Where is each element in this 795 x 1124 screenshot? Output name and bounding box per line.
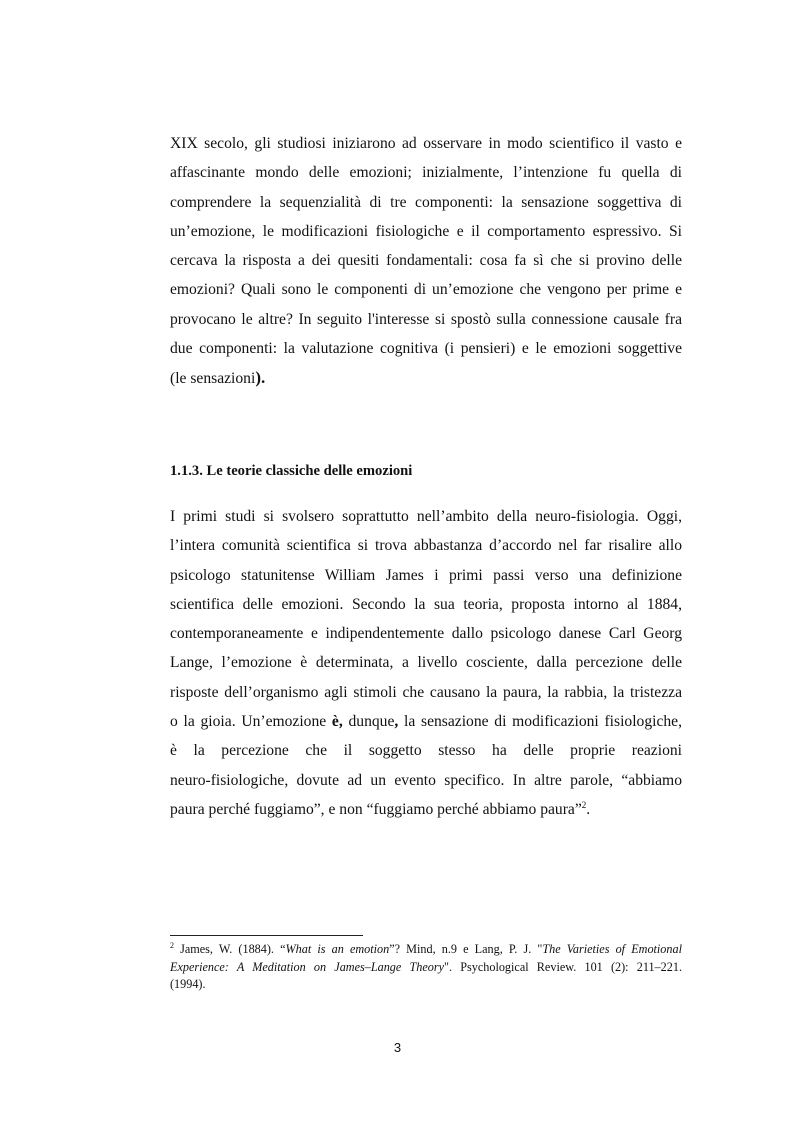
- text-fragment: ”? Mind, n.9 e Lang, P. J. ": [389, 942, 543, 956]
- bold-fragment: è,: [331, 713, 343, 731]
- text-line: comprendere la sequenzialità di tre componenti: la sensazione soggettiva di: [170, 193, 682, 211]
- paragraph-theories: [170, 502, 682, 824]
- text-line: [170, 795, 682, 824]
- page-number: 3: [393, 1040, 402, 1055]
- footnote: [170, 941, 682, 994]
- text-fragment: la sensazione di modificazioni fisiologiche,: [398, 713, 682, 731]
- text-fragment: (le sensazioni: [170, 370, 256, 388]
- text-line: provocano le altre? In seguito l'interesse si spostò sulla connessione causale fra: [170, 310, 682, 328]
- text-line: psicologo statunitense William James i primi passi verso una definizione: [170, 566, 682, 584]
- footnote-line: (1994).: [170, 977, 206, 991]
- text-fragment: .: [586, 800, 591, 818]
- text-fragment: dunque: [342, 713, 395, 731]
- text-line: I primi studi si svolsero soprattutto nell’ambito della neuro-fisiologia. Oggi,: [170, 508, 682, 525]
- text-line: neuro-fisiologiche, dovute ad un evento specifico. In altre parole, “abbiamo: [170, 771, 682, 789]
- footnote-reference[interactable]: 2: [581, 799, 587, 810]
- text-fragment: o la gioia. Un’emozione: [170, 713, 332, 731]
- footnote-line: [170, 959, 682, 977]
- text-fragment: paura perché fuggiamo”, e non “fuggiamo perché abbiamo paura”: [170, 800, 582, 818]
- closing-punctuation: ).: [255, 368, 266, 388]
- text-line: XIX secolo, gli studiosi iniziarono ad osservare in modo scientifico il vasto e: [170, 135, 682, 152]
- section-heading: 1.1.3. Le teorie classiche delle emozioni: [170, 463, 413, 479]
- text-fragment: James, W. (1884). “: [174, 942, 286, 956]
- text-line: [170, 363, 682, 393]
- text-line: è la percezione che il soggetto stesso ha delle proprie reazioni: [170, 742, 682, 760]
- text-line: [170, 707, 682, 736]
- text-line: emozioni? Quali sono le componenti di un’emozione che vengono per prime e: [170, 281, 682, 299]
- text-line: Lange, l’emozione è determinata, a livello cosciente, dalla percezione delle: [170, 654, 682, 672]
- text-line: risposte dell’organismo agli stimoli che causano la paura, la rabbia, la tristezza: [170, 683, 682, 701]
- text-line: scientifica delle emozioni. Secondo la sua teoria, proposta intorno al 1884,: [170, 595, 682, 613]
- footnote-divider: [170, 935, 363, 936]
- italic-fragment: The Varieties of Emotional: [542, 942, 682, 956]
- bold-fragment: ,: [394, 713, 399, 731]
- text-line: contemporaneamente e indipendentemente dallo psicologo danese Carl Georg: [170, 625, 682, 643]
- text-line: due componenti: la valutazione cognitiva (i pensieri) e le emozioni soggettive: [170, 340, 682, 358]
- text-fragment: ". Psychological Review. 101 (2): 211–221.: [444, 959, 682, 974]
- footnote-number: 2: [170, 940, 174, 950]
- text-line: cercava la risposta a dei quesiti fondamentali: cosa fa sì che si provino delle: [170, 252, 682, 270]
- text-line: l’intera comunità scientifica si trova abbastanza d’accordo nel far risalire allo: [170, 537, 682, 555]
- paragraph-intro: [170, 129, 682, 394]
- text-line: affascinante mondo delle emozioni; inizialmente, l’intenzione fu quella di: [170, 164, 682, 182]
- text-line: un’emozione, le modificazioni fisiologiche e il comportamento espressivo. Si: [170, 222, 682, 240]
- italic-fragment: Experience: A Meditation on James–Lange Theory: [170, 959, 445, 974]
- footnote-line: [170, 941, 682, 959]
- italic-fragment: What is an emotion: [285, 942, 390, 956]
